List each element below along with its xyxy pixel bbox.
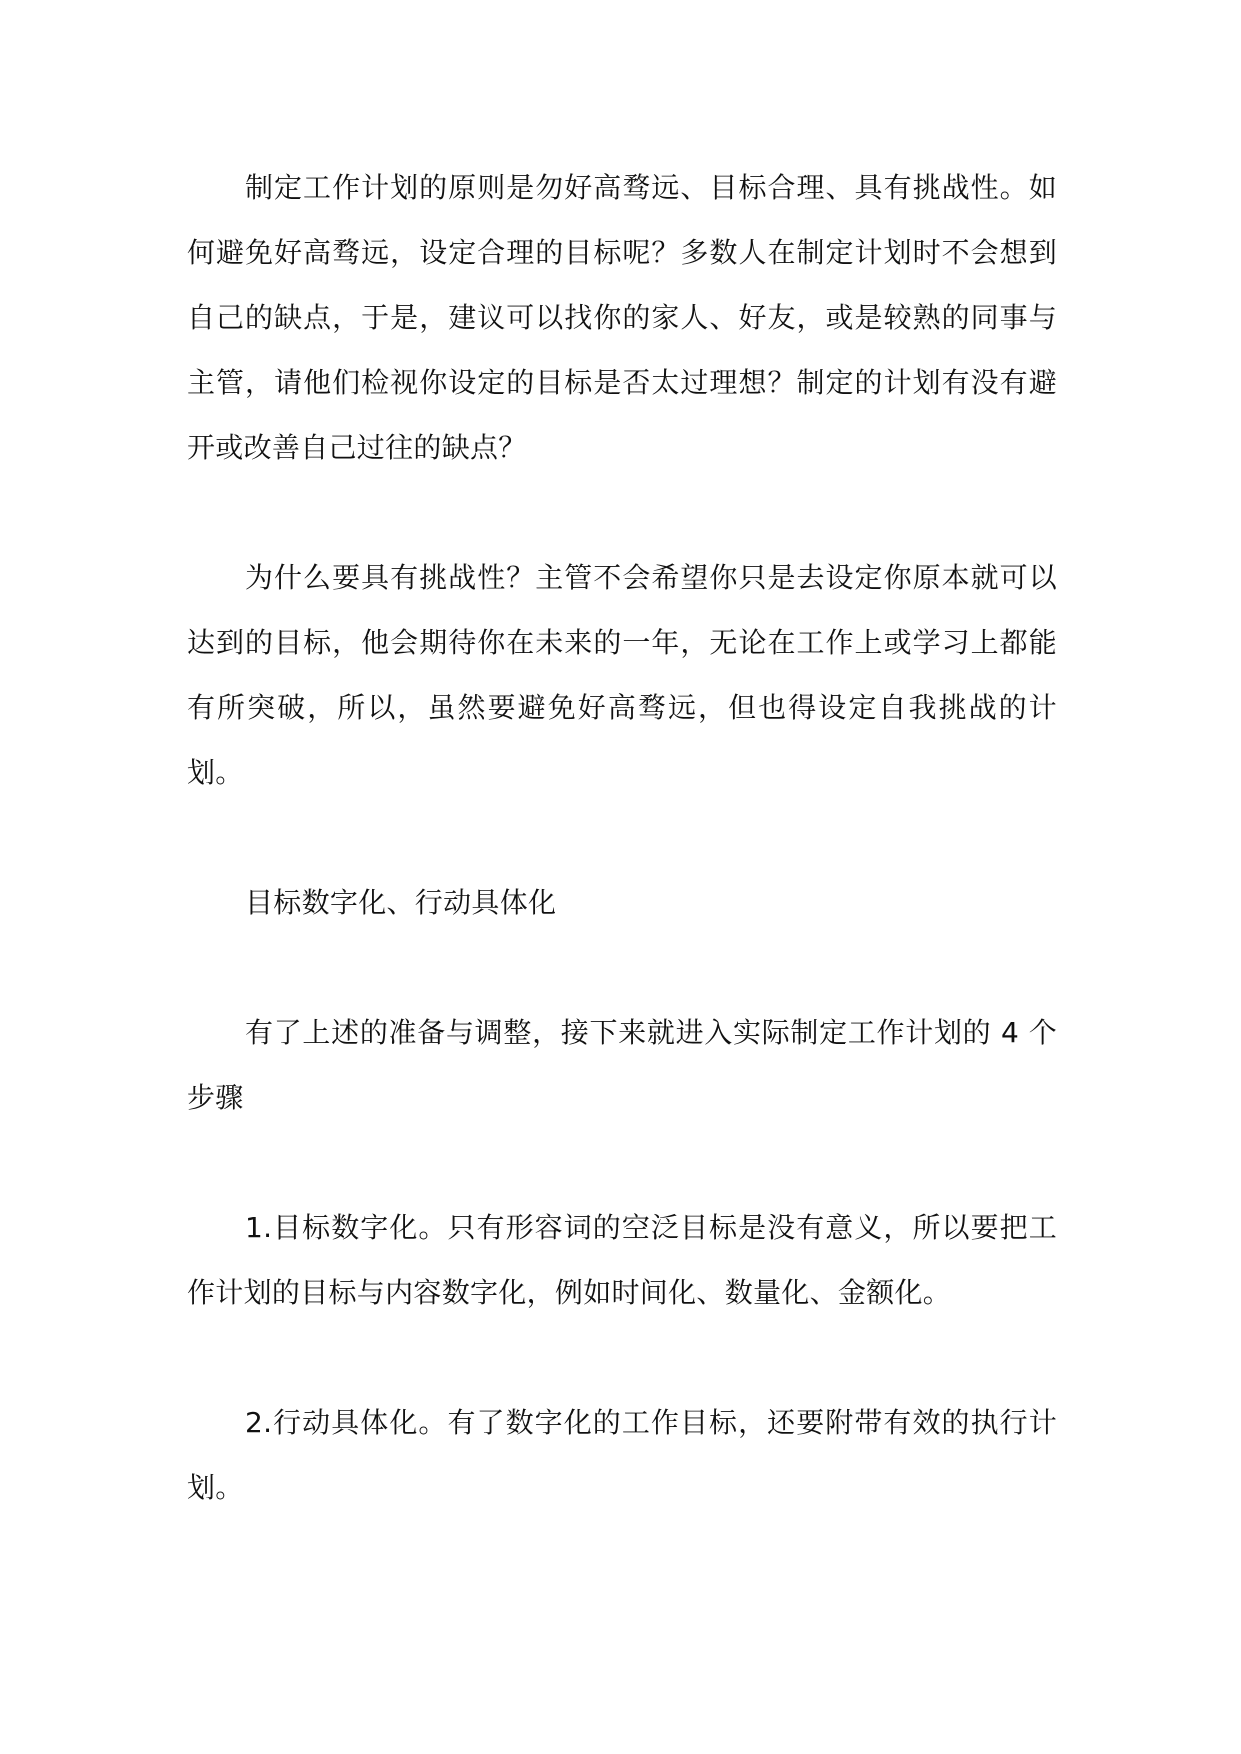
paragraph-principles: 制定工作计划的原则是勿好高骛远、目标合理、具有挑战性。如何避免好高骛远，设定合理的目标呢？多数人在制定计划时不会想到自己的缺点，于是，建议可以找你的家人、好友，或是较熟的同事与主管，请他们检视你设定的目标是否太过理想？制定的计划有没有避开或改善自己过往的缺点？ (187, 171, 1057, 464)
paragraph-step-2: 2.行动具体化。有了数字化的工作目标，还要附带有效的执行计划。 (187, 1406, 1057, 1504)
paragraph-step-1: 1.目标数字化。只有形容词的空泛目标是没有意义，所以要把工作计划的目标与内容数字化，例如时间化、数量化、金额化。 (187, 1211, 1057, 1309)
paragraph-challenge: 为什么要具有挑战性？主管不会希望你只是去设定你原本就可以达到的目标，他会期待你在未来的一年，无论在工作上或学习上都能有所突破，所以，虽然要避免好高骛远，但也得设定自我挑战的计划。 (187, 561, 1057, 789)
document-body (187, 155, 1057, 1520)
paragraph-steps-intro: 有了上述的准备与调整，接下来就进入实际制定工作计划的 4 个步骤 (187, 1016, 1057, 1114)
section-heading: 目标数字化、行动具体化 (245, 886, 557, 919)
